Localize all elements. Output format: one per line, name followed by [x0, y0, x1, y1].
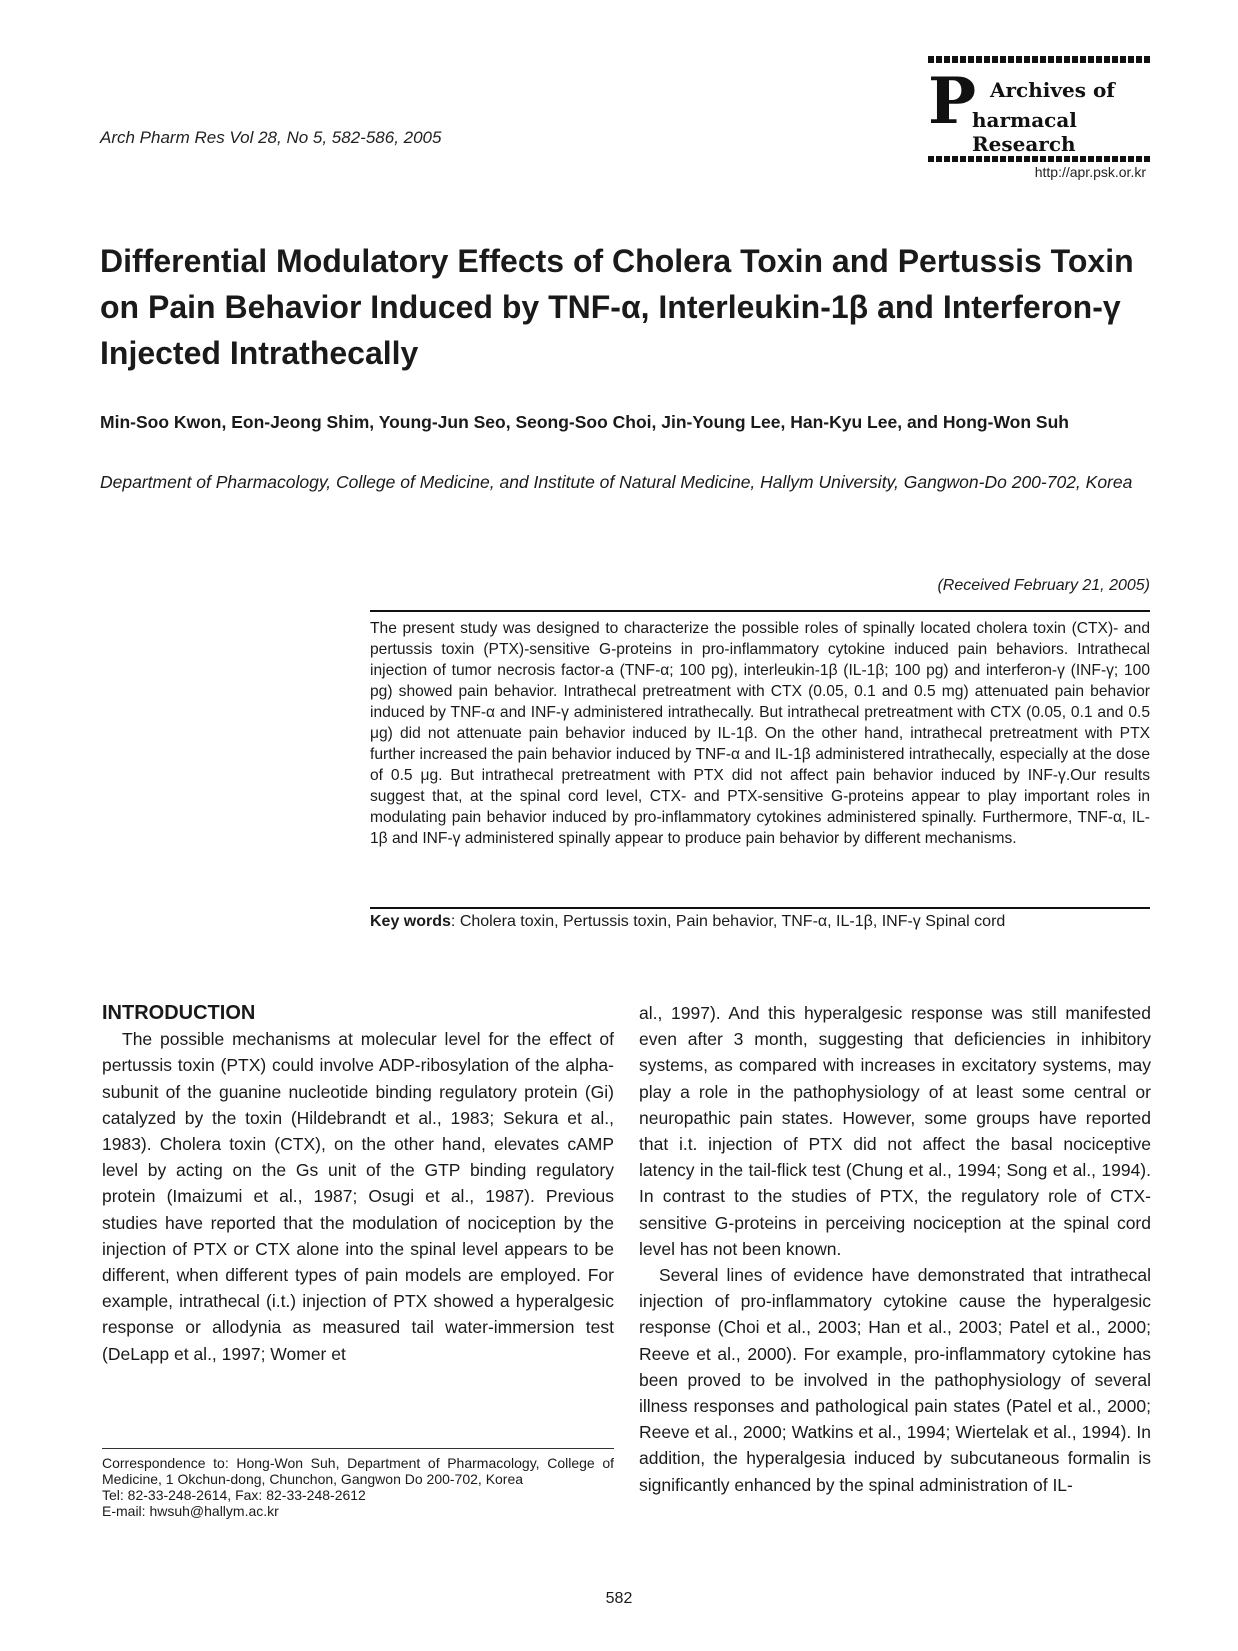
- left-column: [102, 1000, 614, 1367]
- logo-line-2: harmacal Research: [972, 108, 1077, 156]
- keywords-text: : Cholera toxin, Pertussis toxin, Pain behavior, TNF-α, IL-1β, INF-γ Spinal cord: [450, 913, 1006, 930]
- logo-line-1: Archives of: [990, 78, 1115, 102]
- article-title: Differential Modulatory Effects of Cholera Toxin and Pertussis Toxin on Pain Behavior Induced by TNF-α, Interleukin-1β and Interferon-γ Injected Intrathecally: [100, 243, 1134, 371]
- footnote-phone: Tel: 82-33-248-2614, Fax: 82-33-248-2612: [102, 1487, 366, 1503]
- right-column: [639, 1000, 1151, 1498]
- footnote-email[interactable]: E-mail: hwsuh@hallym.ac.kr: [102, 1503, 279, 1519]
- affiliation: Department of Pharmacology, College of Medicine, and Institute of Natural Medicine, Hallym University, Gangwon-Do 200-702, Korea: [100, 472, 1133, 492]
- logo-bottom-bar: [928, 156, 1150, 162]
- page-number: 582: [605, 1590, 633, 1607]
- journal-citation: Arch Pharm Res Vol 28, No 5, 582-586, 2005: [100, 128, 442, 147]
- section-heading-introduction: INTRODUCTION: [102, 1002, 256, 1024]
- intro-paragraph-3: Several lines of evidence have demonstrated that intrathecal injection of pro-inflammatory cytokine cause the hyperalgesic response (Choi et al., 2003; Han et al., 2003; Patel et al., 2000; Reeve et al., 2000). For example, pro-inflammatory cytokine has been proved to be involved in the pathophysiology of several illness responses and pathological pain states (Patel et al., 2000; Reeve et al., 2000; Watkins et al., 1994; Wiertelak et al., 1994). In addition, the hyperalgesia induced by subcutaneous formalin is significantly enhanced by the spinal administration of IL-: [639, 1265, 1151, 1495]
- footnote-address: Correspondence to: Hong-Won Suh, Department of Pharmacology, College of Medicine, 1 Okchun-dong, Chunchon, Gangwon Do 200-702, Korea: [102, 1455, 614, 1487]
- logo-top-bar: [928, 56, 1150, 63]
- keywords-label: Key words: [370, 913, 451, 930]
- abstract: The present study was designed to characterize the possible roles of spinally located cholera toxin (CTX)- and pertussis toxin (PTX)-sensitive G-proteins in pro-inflammatory cytokine induced pain behaviors. Intrathecal injection of tumor necrosis factor-a (TNF-α; 100 pg), interleukin-1β (IL-1β; 100 pg) and interferon-γ (INF-γ; 100 pg) showed pain behavior. Intrathecal pretreatment with CTX (0.05, 0.1 and 0.5 mg) attenuated pain behavior induced by TNF-α and INF-γ administered intrathecally. But intrathecal pretreatment with CTX (0.05, 0.1 and 0.5 μg) did not attenuate pain behavior induced by IL-1β. On the other hand, intrathecal pretreatment with PTX further increased the pain behavior induced by TNF-α and IL-1β administered intrathecally, especially at the dose of 0.5 μg. But intrathecal pretreatment with PTX did not affect pain behavior induced by INF-γ.Our results suggest that, at the spinal cord level, CTX- and PTX-sensitive G-proteins appear to play important roles in modulating pain behavior induced by pro-inflammatory cytokines administered spinally. Furthermore, TNF-α, IL-1β and INF-γ administered spinally appear to produce pain behavior by different mechanisms.: [370, 610, 1150, 849]
- author-list: Min-Soo Kwon, Eon-Jeong Shim, Young-Jun Seo, Seong-Soo Choi, Jin-Young Lee, Han-Kyu Lee, and Hong-Won Suh: [100, 412, 1069, 432]
- intro-paragraph-1: The possible mechanisms at molecular level for the effect of pertussis toxin (PTX) could involve ADP-ribosylation of the alpha-subunit of the guanine nucleotide binding regulatory protein (Gi) catalyzed by the toxin (Hildebrandt et al., 1983; Sekura et al., 1983). Cholera toxin (CTX), on the other hand, elevates cAMP level by acting on the Gs unit of the GTP binding regulatory protein (Imaizumi et al., 1987; Osugi et al., 1987). Previous studies have reported that the modulation of nociception by the injection of PTX or CTX alone into the spinal level appears to be different, when different types of pain models are employed. For example, intrathecal (i.t.) injection of PTX showed a hyperalgesic response or allodynia as measured tail water-immersion test (DeLapp et al., 1997; Womer et: [102, 1029, 614, 1364]
- journal-logo: [928, 56, 1150, 180]
- intro-paragraph-2: al., 1997). And this hyperalgesic response was still manifested even after 3 month, suggesting that deficiencies in inhibitory systems, as compared with increases in excitatory systems, may play a role in the pathophysiology of at least some central or neuropathic pain states. However, some groups have reported that i.t. injection of PTX did not affect the basal nociceptive latency in the tail-flick test (Chung et al., 1994; Song et al., 1994). In contrast to the studies of PTX, the regulatory role of CTX-sensitive G-proteins in perceiving nociception at the spinal cord level has not been known.: [639, 1003, 1151, 1259]
- logo-letter: P: [928, 64, 977, 139]
- journal-url[interactable]: http://apr.psk.or.kr: [1034, 164, 1146, 180]
- correspondence-footnote: [102, 1448, 614, 1519]
- keywords: [370, 907, 1150, 931]
- received-date: (Received February 21, 2005): [937, 577, 1150, 594]
